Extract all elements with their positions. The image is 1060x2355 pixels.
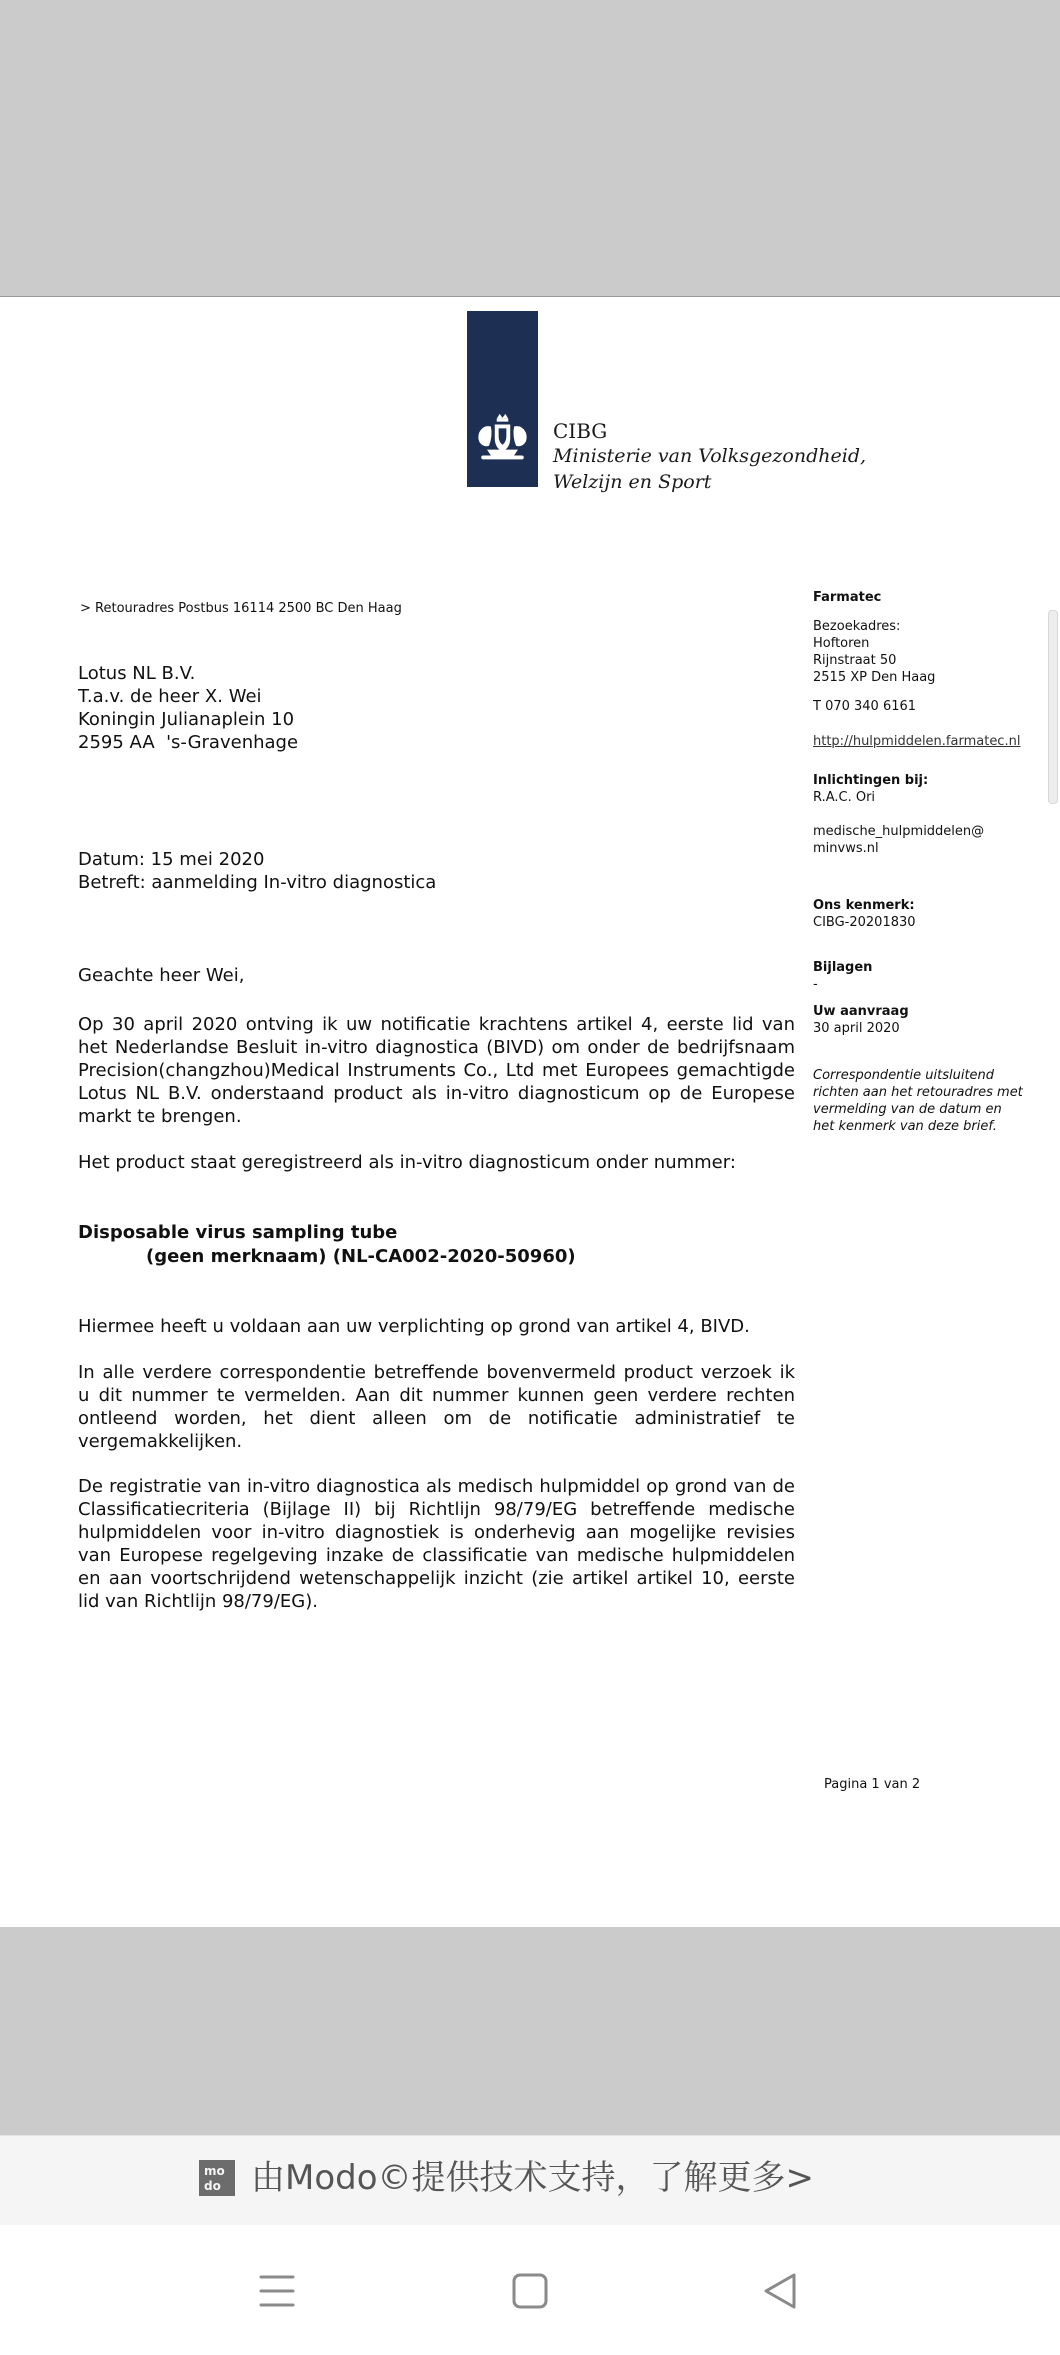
sender-sidebar bbox=[813, 589, 1033, 1135]
menu-button[interactable] bbox=[249, 2263, 305, 2319]
salutation: Geachte heer Wei, bbox=[78, 965, 245, 986]
paragraph-registered: Het product staat geregistreerd als in-vitro diagnosticum onder nummer: bbox=[78, 1152, 736, 1173]
date-subject-block bbox=[78, 848, 436, 894]
ad-content[interactable] bbox=[199, 2158, 814, 2198]
home-icon bbox=[510, 2271, 550, 2311]
product-name: Disposable virus sampling tube bbox=[78, 1222, 398, 1243]
sidebar-attach-label: Bijlagen bbox=[813, 960, 873, 975]
sidebar-phone: T 070 340 6161 bbox=[813, 699, 917, 714]
ministry-logo-text bbox=[553, 419, 866, 495]
sidebar-attach-value: - bbox=[813, 977, 818, 992]
logo-ministry-line2: Welzijn en Sport bbox=[553, 471, 712, 493]
modo-ad-banner[interactable] bbox=[0, 2135, 1060, 2226]
document-page bbox=[0, 296, 1060, 1928]
sidebar-info-label: Inlichtingen bij: bbox=[813, 773, 929, 788]
logo-ministry-line1: Ministerie van Volksgezondheid, bbox=[553, 445, 867, 467]
sidebar-email-line1: medische_hulpmiddelen@ bbox=[813, 824, 985, 839]
sidebar-dept: Farmatec bbox=[813, 590, 882, 605]
paragraph-correspondence: In alle verdere correspondentie betreffende bovenvermeld product verzoek ik u dit nummer te vermelden. Aan dit nummer kunnen geen verdere rechten ontleend worden, het dient alleen om de notificatie administratief te vergemakkelijken. bbox=[78, 1362, 795, 1452]
royal-crest-icon bbox=[473, 411, 532, 469]
sidebar-email-line2: minvws.nl bbox=[813, 841, 879, 856]
modo-logo-icon bbox=[199, 2160, 235, 2196]
product-code: (geen merknaam) (NL-CA002-2020-50960) bbox=[146, 1246, 576, 1267]
back-icon bbox=[760, 2271, 800, 2311]
paragraph-notification: Op 30 april 2020 ontving ik uw notificatie krachtens artikel 4, eerste lid van het Nederlandse Besluit in-vitro diagnostica (BIVD) om onder de bedrijfsnaam Precision(changzhou)Medical Instruments Co., Ltd met Europees gemachtigde Lotus NL B.V. onderstaand product als in-vitro diagnosticum op de Europese markt te brengen. bbox=[78, 1014, 795, 1127]
product-registration bbox=[78, 1221, 576, 1269]
sidebar-visit-line: 2515 XP Den Haag bbox=[813, 670, 936, 685]
sidebar-visit-label: Bezoekadres: bbox=[813, 619, 901, 634]
recipient-line: Lotus NL B.V. bbox=[78, 663, 196, 684]
return-address: > Retouradres Postbus 16114 2500 BC Den Haag bbox=[80, 601, 402, 616]
recipient-line: 2595 AA 's-Gravenhage bbox=[78, 732, 299, 753]
home-button[interactable] bbox=[502, 2263, 558, 2319]
modo-logo-top: mo bbox=[204, 2164, 225, 2178]
system-nav-bar bbox=[0, 2225, 1060, 2355]
sidebar-visit-line: Rijnstraat 50 bbox=[813, 653, 897, 668]
subject-line: Betreft: aanmelding In-vitro diagnostica bbox=[78, 872, 437, 893]
back-button[interactable] bbox=[752, 2263, 808, 2319]
page-number: Pagina 1 van 2 bbox=[824, 1777, 921, 1792]
viewer-top-background bbox=[0, 0, 1060, 296]
sidebar-url-link[interactable]: http://hulpmiddelen.farmatec.nl bbox=[813, 734, 1021, 749]
ad-text[interactable]: 由Modo©提供技术支持，了解更多> bbox=[251, 2158, 815, 2198]
scrollbar-thumb[interactable] bbox=[1048, 610, 1058, 804]
logo-org: CIBG bbox=[553, 419, 608, 443]
sidebar-request-value: 30 april 2020 bbox=[813, 1021, 900, 1036]
modo-logo-bottom: do bbox=[204, 2179, 221, 2193]
sidebar-info-name: R.A.C. Ori bbox=[813, 790, 876, 805]
paragraph-classification: De registratie van in-vitro diagnostica als medisch hulpmiddel op grond van de Classificatiecriteria (Bijlage II) bij Richtlijn 98/79/EG betreffende medische hulpmiddelen voor in-vitro diagnostiek is onderhevig aan mogelijke revisies van Europese regelgeving inzake de classificatie van medische hulpmiddelen en aan voortschrijdend wetenschappelijk inzicht (zie artikel artikel 10, eerste lid van Richtlijn 98/79/EG). bbox=[78, 1476, 795, 1612]
sidebar-note: Correspondentie uitsluitend richten aan het retouradres met vermelding van de datum en het kenmerk van deze brief. bbox=[813, 1068, 1023, 1134]
sidebar-ref-label: Ons kenmerk: bbox=[813, 898, 915, 913]
sidebar-request-label: Uw aanvraag bbox=[813, 1004, 909, 1019]
recipient-line: Koningin Julianaplein 10 bbox=[78, 709, 295, 730]
recipient-address bbox=[78, 662, 298, 754]
date-line: Datum: 15 mei 2020 bbox=[78, 849, 265, 870]
menu-icon bbox=[257, 2271, 297, 2311]
sidebar-visit-line: Hoftoren bbox=[813, 636, 870, 651]
paragraph-obligation: Hiermee heeft u voldaan aan uw verplichting op grond van artikel 4, BIVD. bbox=[78, 1316, 750, 1337]
sidebar-ref-value: CIBG-20201830 bbox=[813, 915, 916, 930]
recipient-line: T.a.v. de heer X. Wei bbox=[78, 686, 262, 707]
rijksoverheid-logo-bar bbox=[467, 311, 538, 487]
viewer-bottom-background bbox=[0, 1927, 1060, 2135]
